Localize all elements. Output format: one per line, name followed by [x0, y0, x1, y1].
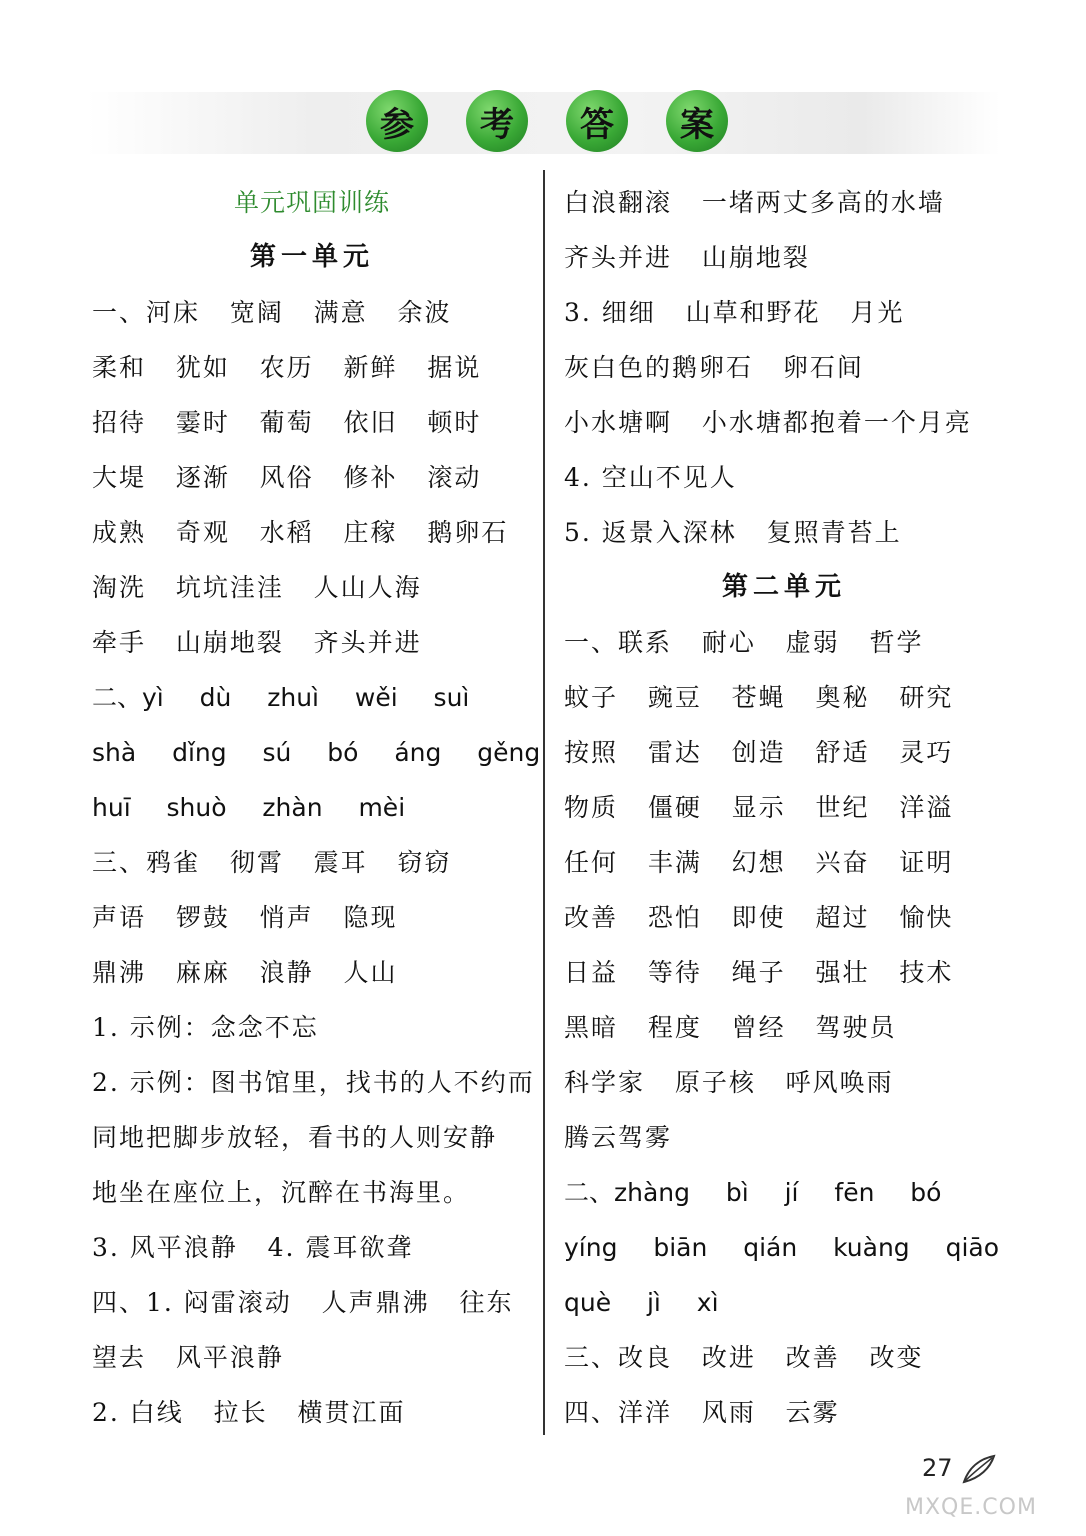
- answer-line: 四、1. 闷雷滚动 人声鼎沸 往东: [92, 1288, 514, 1317]
- answer-line: 1. 示例：念念不忘: [92, 1013, 319, 1042]
- answer-line: 日益 等待 绳子 强壮 技术: [564, 958, 954, 987]
- answer-line: 灰白色的鹅卵石 卵石间: [564, 353, 864, 382]
- watermark: MXQE.COM: [905, 1495, 1037, 1520]
- left-column: [92, 175, 541, 1440]
- pinyin-line: 二、zhàng bì jí fēn bó: [564, 1178, 942, 1207]
- answer-line: 改善 恐怕 即使 超过 愉快: [564, 903, 954, 932]
- header-char-circle: 答: [566, 90, 628, 152]
- answer-line: 2. 示例：图书馆里，找书的人不约而: [92, 1068, 535, 1097]
- answer-line: 任何 丰满 幻想 兴奋 证明: [564, 848, 954, 877]
- answer-line: 蚊子 豌豆 苍蝇 奥秘 研究: [564, 683, 954, 712]
- header-char-circle: 案: [666, 90, 728, 152]
- leaf-icon: [960, 1452, 1000, 1486]
- answer-line: 白浪翻滚 一堵两丈多高的水墙: [564, 188, 945, 217]
- answer-line: 腾云驾雾: [564, 1123, 673, 1152]
- answer-line: 3. 风平浪静 4. 震耳欲聋: [92, 1233, 414, 1262]
- page-number: 27: [922, 1454, 953, 1482]
- answer-line: 同地把脚步放轻，看书的人则安静: [92, 1123, 498, 1152]
- answer-line: 成熟 奇观 水稻 庄稼 鹅卵石: [92, 518, 509, 547]
- pinyin-line: què jì xì: [564, 1288, 719, 1317]
- answer-line: 一、联系 耐心 虚弱 哲学: [564, 628, 924, 657]
- answer-line: 柔和 犹如 农历 新鲜 据说: [92, 353, 482, 382]
- answer-line: 物质 僵硬 显示 世纪 洋溢: [564, 793, 954, 822]
- answer-line: 黑暗 程度 曾经 驾驶员: [564, 1013, 897, 1042]
- answer-line: 望去 风平浪静: [92, 1343, 284, 1372]
- pinyin-line: 二、yì dù zhuì wěi suì: [92, 683, 470, 712]
- answer-line: 大堤 逐渐 风俗 修补 滚动: [92, 463, 482, 492]
- column-divider: [543, 170, 545, 1435]
- answer-line: 牵手 山崩地裂 齐头并进: [92, 628, 422, 657]
- answer-line: 4. 空山不见人: [564, 463, 737, 492]
- header-char-circle: 考: [466, 90, 528, 152]
- header-title: [366, 90, 728, 152]
- answer-line: 按照 雷达 创造 舒适 灵巧: [564, 738, 954, 767]
- answer-line: 鼎沸 麻麻 浪静 人山: [92, 958, 398, 987]
- pinyin-line: huī shuò zhàn mèi: [92, 793, 406, 822]
- answer-line: 5. 返景入深林 复照青苔上: [564, 518, 902, 547]
- pinyin-line: yíng biān qián kuàng qiāo: [564, 1233, 1000, 1262]
- answer-line: 招待 霎时 葡萄 依旧 顿时: [92, 408, 482, 437]
- unit-heading: 第二单元: [721, 572, 846, 602]
- answer-line: 四、洋洋 风雨 云雾: [564, 1398, 840, 1427]
- answer-line: 三、鸦雀 彻霄 震耳 窃窃: [92, 848, 452, 877]
- section-heading: 单元巩固训练: [233, 188, 390, 217]
- header-char-circle: 参: [366, 90, 428, 152]
- answer-line: 小水塘啊 小水塘都抱着一个月亮: [564, 408, 972, 437]
- answer-line: 2. 白线 拉长 横贯江面: [92, 1398, 406, 1427]
- answer-line: 地坐在座位上，沉醉在书海里。: [92, 1178, 471, 1207]
- answer-line: 齐头并进 山崩地裂: [564, 243, 810, 272]
- pinyin-line: shà dǐng sú bó áng gěng: [92, 738, 541, 767]
- right-column: [564, 175, 1004, 1440]
- answer-line: 3. 细细 山草和野花 月光: [564, 298, 905, 327]
- answer-line: 一、河床 宽阔 满意 余波: [92, 298, 452, 327]
- answer-line: 声语 锣鼓 悄声 隐现: [92, 903, 398, 932]
- answer-line: 三、改良 改进 改善 改变: [564, 1343, 924, 1372]
- answer-line: 科学家 原子核 呼风唤雨: [564, 1068, 894, 1097]
- unit-heading: 第一单元: [249, 242, 374, 272]
- answer-line: 淘洗 坑坑洼洼 人山人海: [92, 573, 422, 602]
